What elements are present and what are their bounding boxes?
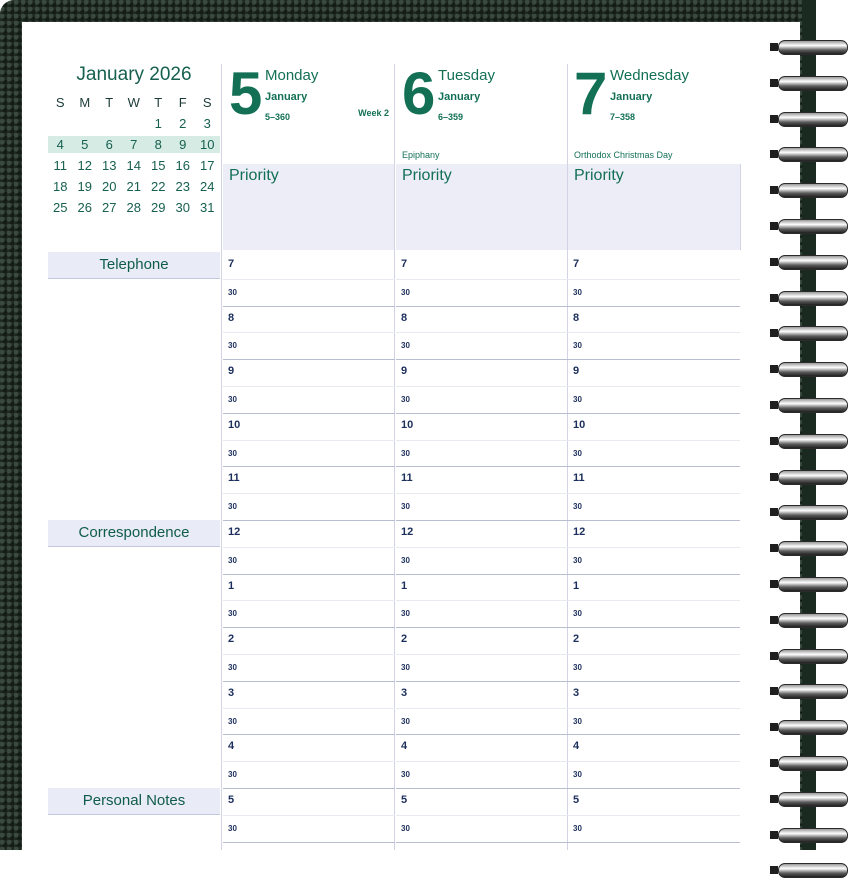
slot-line[interactable] [568, 788, 740, 789]
slot-line[interactable] [396, 547, 568, 548]
half-hour-label: 30 [401, 609, 410, 619]
hour-label: 9 [401, 365, 408, 378]
slot-line[interactable] [568, 654, 740, 655]
mini-calendar-day[interactable]: 15 [151, 158, 166, 173]
hour-label: 8 [228, 311, 235, 324]
mini-calendar-day[interactable]: 4 [48, 136, 73, 153]
slot-line[interactable] [223, 708, 395, 709]
half-hour-label: 30 [401, 663, 410, 672]
half-hour-label: 30 [228, 823, 237, 833]
holiday-text: Orthodox Christmas Day [574, 150, 673, 160]
mini-calendar-day[interactable]: 17 [200, 158, 215, 173]
spiral-binding [768, 0, 850, 850]
slot-line[interactable] [223, 386, 395, 387]
day-count: 5–360 [265, 112, 291, 122]
slot-line[interactable] [568, 708, 740, 709]
hour-label: 12 [401, 526, 414, 538]
punch-hole [770, 580, 778, 588]
slot-line[interactable] [223, 332, 395, 333]
half-hour-label: 30 [573, 287, 582, 297]
mini-calendar-empty [97, 115, 122, 132]
slot-line[interactable] [223, 761, 395, 762]
spiral-ring [768, 76, 848, 90]
mini-calendar-day[interactable]: 16 [175, 158, 190, 173]
half-hour-label: 30 [401, 448, 410, 458]
punch-hole [770, 831, 778, 839]
mini-calendar-day[interactable]: 1 [154, 116, 162, 131]
spiral-ring [768, 470, 848, 484]
hour-label: 10 [401, 418, 414, 431]
punch-hole [770, 329, 778, 337]
half-hour-label: 30 [573, 341, 582, 351]
spiral-ring [768, 183, 848, 197]
slot-line[interactable] [223, 788, 395, 789]
wire-loop [778, 183, 848, 198]
hour-label: 1 [228, 579, 235, 592]
half-hour-label: 30 [573, 555, 582, 565]
wire-loop [778, 577, 848, 592]
slot-line[interactable] [396, 815, 568, 816]
hour-label: 9 [228, 365, 235, 378]
slot-line[interactable] [568, 815, 740, 816]
slot-line[interactable] [396, 842, 568, 843]
slot-line[interactable] [396, 332, 568, 333]
slot-line[interactable] [568, 306, 740, 307]
mini-calendar-day[interactable]: 28 [126, 200, 141, 215]
punch-hole [770, 723, 778, 731]
spiral-ring [768, 219, 848, 233]
mini-calendar-day[interactable]: 3 [203, 116, 211, 131]
slot-line[interactable] [223, 547, 395, 548]
hour-label: 5 [401, 794, 408, 806]
slot-line[interactable] [396, 306, 568, 307]
hour-label: 10 [573, 418, 586, 431]
mini-calendar-day[interactable]: 6 [97, 136, 122, 153]
mini-calendar-day[interactable]: 23 [175, 179, 190, 194]
slot-line[interactable] [396, 440, 568, 441]
punch-hole [770, 795, 778, 803]
mini-calendar-title: January 2026 [76, 64, 192, 85]
half-hour-label: 30 [401, 287, 410, 297]
wire-loop [778, 541, 848, 556]
slot-line[interactable] [568, 413, 740, 414]
punch-hole [770, 508, 778, 516]
personal-notes-label: Personal Notes [48, 788, 220, 814]
wire-loop [778, 76, 848, 91]
half-hour-label: 30 [573, 716, 582, 726]
day-count: 7–358 [610, 112, 636, 122]
mini-calendar-day[interactable]: 27 [102, 200, 117, 215]
holiday-text: Epiphany [402, 150, 440, 160]
hour-label: 4 [228, 740, 235, 753]
day-number: 7 [574, 60, 608, 127]
half-hour-label: 30 [573, 823, 582, 833]
mini-calendar-day[interactable]: 2 [179, 116, 187, 131]
correspondence-label: Correspondence [48, 520, 220, 546]
slot-line[interactable] [223, 413, 395, 414]
wire-loop [778, 255, 848, 270]
side-divider [48, 278, 220, 279]
weekday-header: T [105, 95, 114, 110]
spiral-ring [768, 291, 848, 305]
mini-calendar-day[interactable]: 22 [151, 179, 166, 194]
slot-line[interactable] [223, 493, 395, 494]
column-divider [221, 64, 222, 850]
hour-label: 11 [401, 472, 413, 485]
slot-line[interactable] [223, 440, 395, 441]
slot-line[interactable] [396, 627, 568, 628]
day-name: Tuesday [438, 67, 495, 84]
half-hour-label: 30 [573, 395, 582, 404]
slot-line[interactable] [396, 413, 568, 414]
half-hour-label: 30 [228, 770, 237, 780]
hour-label: 5 [228, 794, 235, 806]
mini-calendar-grid [48, 94, 220, 216]
slot-line[interactable] [223, 279, 395, 280]
half-hour-label: 30 [228, 448, 237, 458]
punch-hole [770, 150, 778, 158]
punch-hole [770, 437, 778, 445]
wire-loop [778, 505, 848, 520]
hour-label: 2 [401, 633, 408, 646]
wire-loop [778, 112, 848, 127]
hour-label: 12 [573, 526, 586, 538]
half-hour-label: 30 [401, 502, 410, 512]
day-number: 6 [402, 60, 436, 127]
mini-calendar-day[interactable]: 5 [73, 136, 98, 153]
spiral-ring [768, 684, 848, 698]
mini-calendar-day[interactable]: 21 [126, 179, 141, 194]
punch-hole [770, 473, 778, 481]
punch-hole [770, 687, 778, 695]
punch-hole [770, 258, 778, 266]
spiral-ring [768, 613, 848, 627]
hour-label: 5 [573, 794, 580, 806]
day-month: January [265, 91, 308, 103]
spiral-ring [768, 649, 848, 663]
spiral-ring [768, 863, 848, 877]
slot-line[interactable] [396, 359, 568, 360]
column-divider [394, 64, 395, 850]
spiral-ring [768, 577, 848, 591]
hour-label: 8 [401, 311, 408, 324]
mini-calendar-day[interactable]: 25 [53, 200, 68, 215]
half-hour-label: 30 [573, 502, 582, 512]
hour-label: 7 [401, 258, 408, 270]
priority-label: Priority [229, 167, 279, 184]
half-hour-label: 30 [401, 770, 410, 780]
hour-label: 9 [573, 365, 580, 378]
punch-hole [770, 186, 778, 194]
mini-calendar-day[interactable]: 11 [53, 158, 67, 173]
wire-loop [778, 649, 848, 664]
slot-line[interactable] [223, 520, 395, 521]
weekday-header: W [127, 95, 140, 110]
half-hour-label: 30 [228, 716, 237, 726]
slot-line[interactable] [568, 279, 740, 280]
spiral-ring [768, 147, 848, 161]
mini-calendar-day[interactable]: 12 [77, 158, 92, 173]
wire-loop [778, 863, 848, 878]
half-hour-label: 30 [573, 770, 582, 780]
hour-label: 11 [573, 472, 585, 485]
hour-label: 4 [401, 740, 408, 753]
weekday-header: M [79, 95, 91, 110]
hour-label: 1 [401, 579, 408, 592]
slot-line[interactable] [568, 466, 740, 467]
spiral-ring [768, 112, 848, 126]
slot-line[interactable] [568, 574, 740, 575]
slot-line[interactable] [223, 627, 395, 628]
slot-line[interactable] [396, 734, 568, 735]
week-number: Week 2 [358, 108, 389, 118]
hour-label: 3 [228, 686, 235, 699]
half-hour-label: 30 [573, 448, 582, 458]
punch-hole [770, 616, 778, 624]
slot-line[interactable] [223, 600, 395, 601]
punch-hole [770, 401, 778, 409]
half-hour-label: 30 [573, 663, 582, 672]
hour-label: 10 [228, 418, 241, 431]
punch-hole [770, 365, 778, 373]
mini-calendar-day[interactable]: 31 [200, 200, 215, 215]
day-name: Monday [265, 67, 319, 84]
half-hour-label: 30 [228, 609, 237, 619]
slot-line[interactable] [396, 761, 568, 762]
spiral-ring [768, 434, 848, 448]
punch-hole [770, 544, 778, 552]
slot-line[interactable] [396, 466, 568, 467]
side-divider [48, 814, 220, 815]
slot-line[interactable] [568, 386, 740, 387]
side-divider [48, 546, 220, 547]
column-divider [567, 64, 568, 850]
day-count: 6–359 [438, 112, 464, 122]
mini-calendar-empty [48, 115, 73, 132]
hour-label: 2 [228, 633, 235, 646]
spiral-ring [768, 326, 848, 340]
mini-calendar-day[interactable]: 30 [175, 200, 190, 215]
priority-box-wednesday[interactable] [568, 164, 740, 250]
slot-line[interactable] [223, 842, 395, 843]
slot-line[interactable] [396, 600, 568, 601]
slot-line[interactable] [223, 654, 395, 655]
slot-line[interactable] [568, 842, 740, 843]
slot-line[interactable] [568, 627, 740, 628]
punch-hole [770, 43, 778, 51]
punch-hole [770, 652, 778, 660]
mini-calendar-empty [122, 115, 147, 132]
mini-calendar-day[interactable]: 14 [126, 158, 141, 173]
priority-box-tuesday[interactable] [396, 164, 568, 250]
slot-line[interactable] [568, 520, 740, 521]
wire-loop [778, 326, 848, 341]
spiral-ring [768, 792, 848, 806]
slot-line[interactable] [396, 386, 568, 387]
wire-loop [778, 613, 848, 628]
slot-line[interactable] [223, 574, 395, 575]
punch-hole [770, 79, 778, 87]
weekday-header: T [154, 95, 163, 110]
weekday-header: S [202, 95, 212, 110]
hour-label: 8 [573, 311, 580, 324]
half-hour-label: 30 [228, 663, 237, 672]
slot-line[interactable] [223, 359, 395, 360]
hour-label: 4 [573, 740, 580, 753]
wire-loop [778, 291, 848, 306]
hour-label: 7 [573, 258, 580, 270]
mini-calendar-day[interactable]: 18 [53, 179, 68, 194]
spiral-ring [768, 398, 848, 412]
hour-label: 12 [228, 526, 241, 538]
slot-line[interactable] [568, 761, 740, 762]
wire-loop [778, 684, 848, 699]
mini-calendar-day[interactable]: 19 [77, 179, 92, 194]
wire-loop [778, 147, 848, 162]
hour-label: 3 [573, 686, 580, 699]
mini-calendar-day[interactable]: 9 [171, 136, 196, 153]
mini-calendar-day[interactable]: 8 [146, 136, 171, 153]
hour-label: 7 [228, 258, 235, 270]
hour-label: 3 [401, 686, 408, 699]
slot-line[interactable] [396, 788, 568, 789]
slot-line[interactable] [223, 466, 395, 467]
half-hour-label: 30 [228, 341, 237, 351]
wire-loop [778, 756, 848, 771]
spiral-ring [768, 720, 848, 734]
weekday-header: F [178, 95, 187, 110]
punch-hole [770, 866, 778, 874]
day-number: 5 [229, 60, 263, 127]
spiral-ring [768, 40, 848, 54]
spiral-ring [768, 541, 848, 555]
wire-loop [778, 40, 848, 55]
slot-line[interactable] [396, 574, 568, 575]
mini-calendar-day[interactable]: 29 [151, 200, 166, 215]
mini-calendar [48, 60, 220, 216]
column-divider [740, 164, 741, 250]
half-hour-label: 30 [573, 609, 582, 619]
slot-line[interactable] [223, 734, 395, 735]
wire-loop [778, 828, 848, 843]
slot-line[interactable] [568, 440, 740, 441]
half-hour-label: 30 [401, 823, 410, 833]
day-month: January [438, 91, 481, 103]
wire-loop [778, 362, 848, 377]
priority-box-monday[interactable] [223, 164, 395, 250]
wire-loop [778, 470, 848, 485]
slot-line[interactable] [568, 493, 740, 494]
mini-calendar-day[interactable]: 24 [200, 179, 215, 194]
half-hour-label: 30 [401, 555, 410, 565]
priority-label: Priority [402, 167, 452, 184]
slot-line[interactable] [568, 734, 740, 735]
slot-line[interactable] [568, 332, 740, 333]
mini-calendar-day[interactable]: 10 [195, 136, 220, 153]
slot-line[interactable] [396, 493, 568, 494]
slot-line[interactable] [568, 681, 740, 682]
half-hour-label: 30 [401, 716, 410, 726]
spiral-ring [768, 505, 848, 519]
hour-label: 2 [573, 633, 580, 646]
day-name: Wednesday [610, 67, 689, 84]
hour-label: 1 [573, 579, 580, 592]
slot-line[interactable] [396, 520, 568, 521]
half-hour-label: 30 [228, 395, 237, 404]
day-month: January [610, 91, 653, 103]
mini-calendar-day[interactable]: 13 [102, 158, 117, 173]
slot-line[interactable] [223, 306, 395, 307]
spiral-ring [768, 828, 848, 842]
mini-calendar-day[interactable]: 20 [102, 179, 117, 194]
half-hour-label: 30 [228, 287, 237, 297]
wire-loop [778, 434, 848, 449]
hour-label: 11 [228, 472, 240, 485]
spiral-ring [768, 362, 848, 376]
punch-hole [770, 115, 778, 123]
slot-line[interactable] [223, 681, 395, 682]
slot-line[interactable] [396, 279, 568, 280]
slot-line[interactable] [396, 681, 568, 682]
mini-calendar-day[interactable]: 26 [77, 200, 92, 215]
slot-line[interactable] [568, 547, 740, 548]
slot-line[interactable] [223, 815, 395, 816]
priority-label: Priority [574, 167, 624, 184]
wire-loop [778, 219, 848, 234]
half-hour-label: 30 [228, 555, 237, 565]
weekday-header: S [55, 95, 65, 110]
spiral-ring [768, 255, 848, 269]
punch-hole [770, 759, 778, 767]
half-hour-label: 30 [401, 395, 410, 404]
slot-line[interactable] [396, 708, 568, 709]
slot-line[interactable] [396, 654, 568, 655]
spiral-ring [768, 756, 848, 770]
wire-loop [778, 398, 848, 413]
punch-hole [770, 222, 778, 230]
slot-line[interactable] [568, 600, 740, 601]
telephone-label: Telephone [48, 252, 220, 278]
mini-calendar-empty [73, 115, 98, 132]
half-hour-label: 30 [401, 341, 410, 351]
mini-calendar-day[interactable]: 7 [122, 136, 147, 153]
wire-loop [778, 792, 848, 807]
wire-loop [778, 720, 848, 735]
half-hour-label: 30 [228, 502, 237, 512]
punch-hole [770, 294, 778, 302]
slot-line[interactable] [568, 359, 740, 360]
